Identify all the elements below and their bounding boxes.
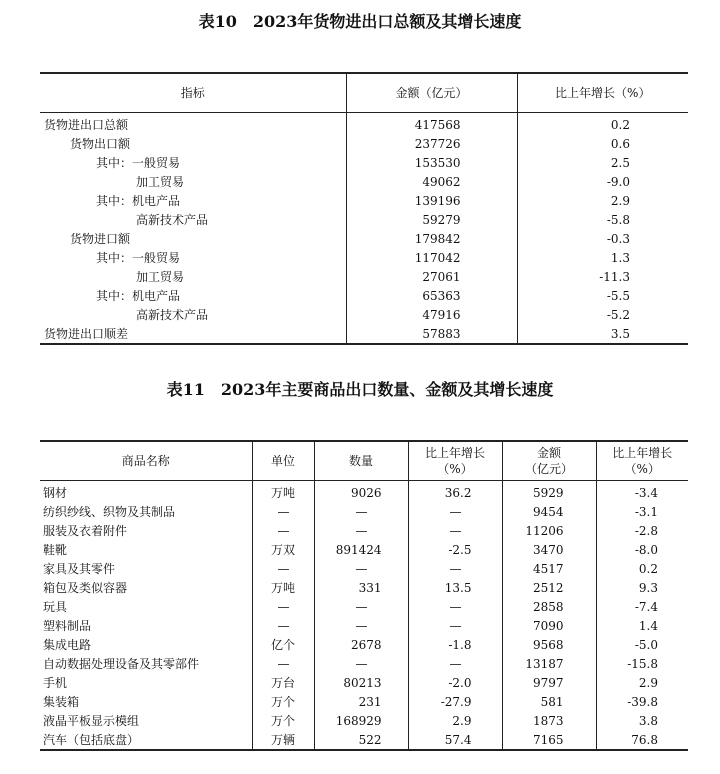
table11-cell-amount: 7165	[502, 730, 596, 750]
table11-cell-name: 家具及其零件	[43, 561, 116, 576]
table11-header-amount-growth: 比上年增长 （%）	[596, 441, 688, 481]
table11-row	[40, 481, 688, 503]
table11-cell-name: 集成电路	[43, 637, 92, 652]
table11-cell-unit: 万吨	[252, 578, 314, 597]
table11-cell-quantity: 331	[314, 578, 408, 597]
table10-cell-amount: 237726	[346, 134, 517, 153]
table11-cell-unit: 万辆	[252, 730, 314, 750]
table10-cell-growth: 0.6	[517, 134, 688, 153]
table10-cell-growth: -5.8	[517, 210, 688, 229]
table11-cell-unit: 万吨	[252, 481, 314, 503]
table11-cell-amount-growth: -2.8	[596, 521, 688, 540]
table11-cell-amount: 3470	[502, 540, 596, 559]
table11-cell-quantity-growth: -2.5	[408, 540, 502, 559]
table11-cell-amount-growth: -3.4	[596, 481, 688, 503]
table11-cell-quantity-growth: —	[408, 559, 502, 578]
table11-row	[40, 578, 688, 597]
table10-cell-amount: 47916	[346, 305, 517, 324]
table11-cell-amount-growth: 76.8	[596, 730, 688, 750]
table10-cell-indicator: 货物进出口总额	[44, 117, 129, 132]
table11-row	[40, 635, 688, 654]
table11-cell-name: 液晶平板显示模组	[43, 713, 140, 728]
table11-row	[40, 711, 688, 730]
table10-row	[40, 229, 688, 248]
table11-cell-name: 箱包及类似容器	[43, 580, 128, 595]
table11-cell-quantity: 80213	[314, 673, 408, 692]
table11-cell-quantity-growth: —	[408, 654, 502, 673]
table11-cell-unit: 万个	[252, 692, 314, 711]
table10-cell-amount: 65363	[346, 286, 517, 305]
table11-cell-quantity: 168929	[314, 711, 408, 730]
table11-header-name: 商品名称	[40, 441, 252, 481]
table10-cell-indicator: 其中：机电产品	[96, 193, 181, 208]
table11-header-quantity: 数量	[314, 441, 408, 481]
table11-row	[40, 502, 688, 521]
table11-cell-name: 汽车（包括底盘）	[40, 730, 252, 750]
table10-cell-growth: 2.9	[517, 191, 688, 210]
table11-export-commodities	[40, 440, 688, 751]
table10-cell-indicator: 加工贸易	[136, 269, 185, 284]
table11-cell-quantity-growth: —	[408, 616, 502, 635]
table10-header-indicator: 指标	[40, 73, 346, 113]
table11-cell-amount-growth: -3.1	[596, 502, 688, 521]
table11-cell-quantity: —	[314, 559, 408, 578]
table10-cell-growth: -0.3	[517, 229, 688, 248]
table10-cell-amount: 59279	[346, 210, 517, 229]
table11-cell-quantity-growth: 36.2	[408, 481, 502, 503]
table11-cell-amount-growth: -15.8	[596, 654, 688, 673]
table10-cell-indicator: 其中：一般贸易	[96, 155, 181, 170]
table11-cell-amount: 4517	[502, 559, 596, 578]
table11-cell-amount: 9454	[502, 502, 596, 521]
table10-cell-growth: 3.5	[517, 324, 688, 344]
table10-cell-amount: 139196	[346, 191, 517, 210]
table11-cell-name: 塑料制品	[43, 618, 92, 633]
table11-cell-amount: 581	[502, 692, 596, 711]
table11-header-row	[40, 441, 688, 481]
table11-row	[40, 540, 688, 559]
table10-cell-amount: 117042	[346, 248, 517, 267]
table11-cell-unit: 亿个	[252, 635, 314, 654]
table11-cell-amount-growth: -39.8	[596, 692, 688, 711]
table10-cell-amount: 27061	[346, 267, 517, 286]
table11-row	[40, 521, 688, 540]
table10-row	[40, 113, 688, 135]
table11-cell-quantity: 522	[314, 730, 408, 750]
table10-cell-indicator: 高新技术产品	[136, 212, 209, 227]
table11-cell-amount: 2858	[502, 597, 596, 616]
table10-cell-growth: -9.0	[517, 172, 688, 191]
table10-row	[40, 248, 688, 267]
table10-row	[40, 134, 688, 153]
table11-header-quantity-growth: 比上年增长 （%）	[408, 441, 502, 481]
table11-cell-unit: —	[252, 559, 314, 578]
table11-cell-quantity-growth: —	[408, 502, 502, 521]
table10-cell-growth: 2.5	[517, 153, 688, 172]
table11-cell-name: 纺织纱线、织物及其制品	[43, 504, 176, 519]
table11-cell-quantity-growth: -2.0	[408, 673, 502, 692]
table11-cell-quantity: 9026	[314, 481, 408, 503]
table11-cell-quantity-growth: —	[408, 597, 502, 616]
table11-row	[40, 616, 688, 635]
table11-cell-amount: 5929	[502, 481, 596, 503]
table10-cell-indicator: 加工贸易	[136, 174, 185, 189]
table11-cell-quantity-growth: 2.9	[408, 711, 502, 730]
table11-header-amount: 金额 （亿元）	[502, 441, 596, 481]
table10-cell-growth: 0.2	[517, 113, 688, 135]
table11-cell-quantity: 2678	[314, 635, 408, 654]
table11-cell-quantity: —	[314, 597, 408, 616]
table10-cell-indicator: 高新技术产品	[136, 307, 209, 322]
table10-cell-growth: -5.2	[517, 305, 688, 324]
table11-cell-quantity-growth: —	[408, 521, 502, 540]
table11-cell-amount-growth: 3.8	[596, 711, 688, 730]
table10-cell-growth: -11.3	[517, 267, 688, 286]
table10-row	[40, 210, 688, 229]
table11-cell-unit: —	[252, 616, 314, 635]
table10-cell-amount: 49062	[346, 172, 517, 191]
table11-row	[40, 654, 688, 673]
table10-cell-indicator: 其中：一般贸易	[96, 250, 181, 265]
table10-row	[40, 324, 688, 344]
table11-header-unit: 单位	[252, 441, 314, 481]
table11-cell-unit: —	[252, 597, 314, 616]
table10-cell-growth: 1.3	[517, 248, 688, 267]
table11-cell-quantity: 231	[314, 692, 408, 711]
table10-cell-indicator: 货物进出口顺差	[40, 324, 346, 344]
table11-cell-quantity: —	[314, 654, 408, 673]
table11-cell-amount: 9797	[502, 673, 596, 692]
table11-cell-name: 集装箱	[43, 694, 80, 709]
table10-row	[40, 267, 688, 286]
table10-cell-growth: -5.5	[517, 286, 688, 305]
table11-cell-quantity-growth: -1.8	[408, 635, 502, 654]
table10-cell-indicator: 货物出口额	[70, 136, 131, 151]
table11-cell-amount-growth: -5.0	[596, 635, 688, 654]
table11-cell-amount: 9568	[502, 635, 596, 654]
table10-row	[40, 172, 688, 191]
table10-cell-indicator: 货物进口额	[70, 231, 131, 246]
table11-cell-amount-growth: -8.0	[596, 540, 688, 559]
table11-cell-name: 玩具	[43, 599, 68, 614]
table11-cell-quantity: —	[314, 616, 408, 635]
table10-header-amount: 金额（亿元）	[346, 73, 517, 113]
table10-cell-amount: 417568	[346, 113, 517, 135]
table11-row	[40, 597, 688, 616]
table11-cell-name: 手机	[43, 675, 68, 690]
table10-header-row	[40, 73, 688, 113]
table11-cell-amount-growth: 2.9	[596, 673, 688, 692]
table11-cell-amount-growth: 1.4	[596, 616, 688, 635]
table11-cell-unit: 万个	[252, 711, 314, 730]
table11-cell-name: 服装及衣着附件	[43, 523, 128, 538]
table11-cell-amount-growth: -7.4	[596, 597, 688, 616]
table11-cell-unit: —	[252, 654, 314, 673]
table11-cell-amount-growth: 0.2	[596, 559, 688, 578]
table11-cell-quantity-growth: -27.9	[408, 692, 502, 711]
table11-cell-quantity: —	[314, 502, 408, 521]
table10-cell-amount: 57883	[346, 324, 517, 344]
table11-cell-amount: 7090	[502, 616, 596, 635]
table11-cell-name: 鞋靴	[43, 542, 68, 557]
table11-cell-amount-growth: 9.3	[596, 578, 688, 597]
table11-cell-amount: 11206	[502, 521, 596, 540]
table10-row	[40, 191, 688, 210]
table10-cell-indicator: 其中：机电产品	[96, 288, 181, 303]
table11-cell-amount: 2512	[502, 578, 596, 597]
table11-row	[40, 692, 688, 711]
table11-cell-name: 自动数据处理设备及其零部件	[43, 656, 200, 671]
table11-cell-quantity: —	[314, 521, 408, 540]
table11-row	[40, 559, 688, 578]
table11-cell-unit: —	[252, 502, 314, 521]
table11-cell-quantity: 891424	[314, 540, 408, 559]
table11-cell-quantity-growth: 13.5	[408, 578, 502, 597]
table11-title: 表11 2023年主要商品出口数量、金额及其增长速度	[166, 380, 554, 399]
table10-goods-import-export	[40, 72, 688, 345]
table11-row	[40, 673, 688, 692]
table11-cell-name: 钢材	[43, 485, 68, 500]
table10-row	[40, 153, 688, 172]
table10-title: 表10 2023年货物进出口总额及其增长速度	[198, 12, 522, 31]
table11-cell-unit: 万台	[252, 673, 314, 692]
table11-cell-unit: —	[252, 521, 314, 540]
table10-row	[40, 286, 688, 305]
table11-cell-quantity-growth: 57.4	[408, 730, 502, 750]
table11-cell-amount: 13187	[502, 654, 596, 673]
table10-cell-amount: 179842	[346, 229, 517, 248]
table11-cell-unit: 万双	[252, 540, 314, 559]
table11-cell-amount: 1873	[502, 711, 596, 730]
table10-header-growth: 比上年增长（%）	[517, 73, 688, 113]
table10-row	[40, 305, 688, 324]
table10-cell-amount: 153530	[346, 153, 517, 172]
table11-row	[40, 730, 688, 750]
